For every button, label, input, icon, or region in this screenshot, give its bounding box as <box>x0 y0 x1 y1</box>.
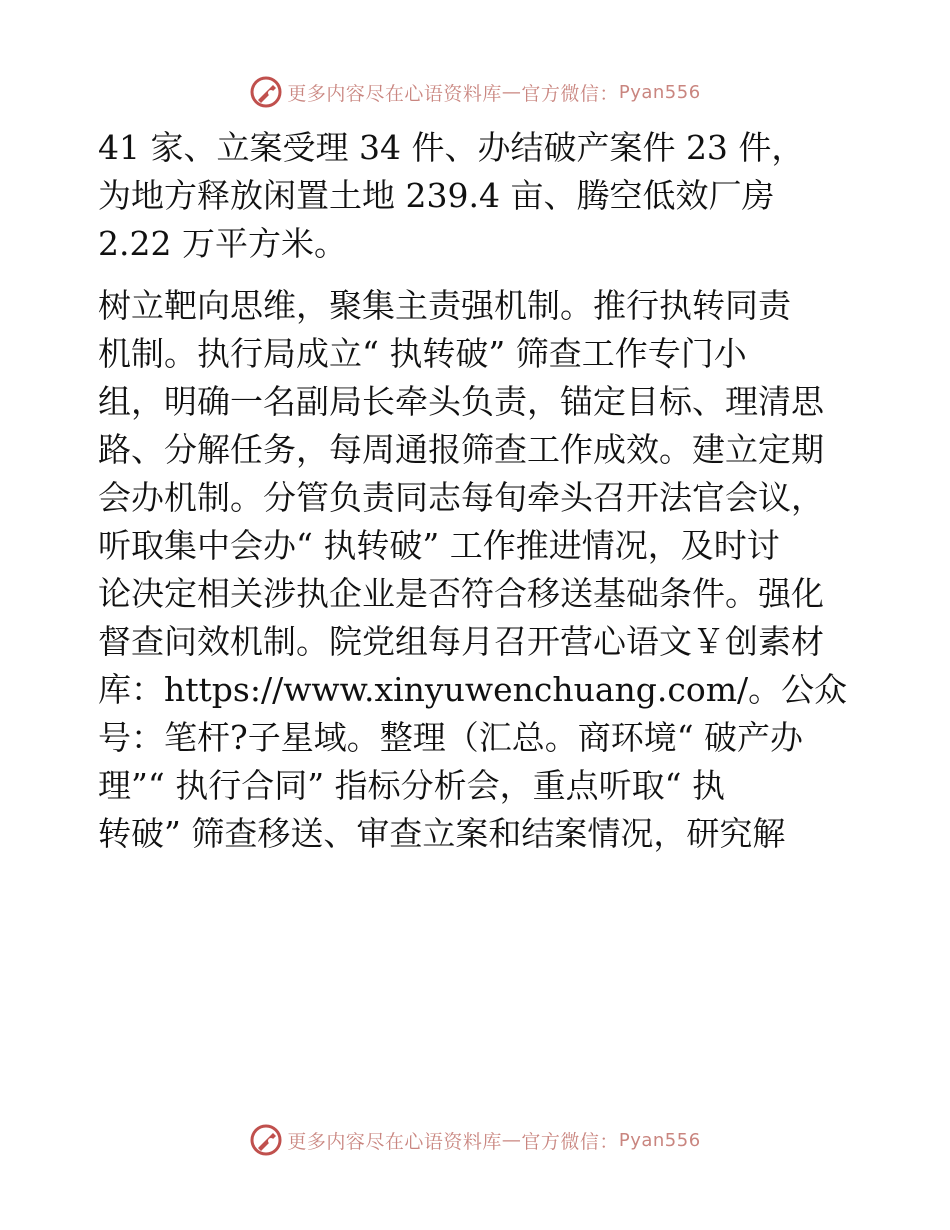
header-wechat-label: 官方微信： <box>521 82 619 105</box>
paragraph-2 <box>98 282 858 858</box>
text-line: 会办机制。分管负责同志每旬牵头召开法官会议， <box>98 478 824 517</box>
document-body <box>98 124 858 858</box>
footer-separator: — <box>501 1129 522 1151</box>
text-line: 库：https://www.xinyuwenchuang.com/。公众 <box>98 670 848 709</box>
text-line: 树立靶向思维，聚集主责强机制。推行执转同责 <box>98 286 791 325</box>
header-wechat-id: Pyan556 <box>618 81 701 103</box>
paragraph-1 <box>98 124 858 268</box>
text-line: 理”“ 执行合同” 指标分析会，重点听取“ 执 <box>98 766 725 805</box>
footer-banner <box>0 1120 950 1160</box>
text-line: 组，明确一名副局长牵头负责，锚定目标、理清思 <box>98 382 824 421</box>
header-banner <box>0 72 950 112</box>
text-line: 转破” 筛查移送、审查立案和结案情况，研究解 <box>98 814 786 853</box>
header-separator: — <box>501 81 522 103</box>
text-line: 机制。执行局成立“ 执转破” 筛查工作专门小 <box>98 334 747 373</box>
text-line: 路、分解任务，每周通报筛查工作成效。建立定期 <box>98 430 824 469</box>
footer-banner-text: 更多内容尽在心语资料库 <box>287 1130 502 1153</box>
text-line: 2.22 万平方米。 <box>98 224 347 263</box>
footer-wechat-id: Pyan556 <box>618 1129 701 1151</box>
pen-logo-icon <box>249 1123 283 1157</box>
text-line: 督查问效机制。院党组每月召开营心语文￥创素材 <box>98 622 824 661</box>
text-line: 听取集中会办“ 执转破” 工作推进情况，及时讨 <box>98 526 780 565</box>
pen-logo-icon <box>249 75 283 109</box>
text-line: 号：笔杆?子星域。整理（汇总。商环境“ 破产办 <box>98 718 804 757</box>
text-line: 41 家、立案受理 34 件、办结破产案件 23 件， <box>98 128 805 167</box>
text-line: 为地方释放闲置土地 239.4 亩、腾空低效厂房 <box>98 176 775 215</box>
header-banner-text: 更多内容尽在心语资料库 <box>287 82 502 105</box>
footer-wechat-label: 官方微信： <box>521 1130 619 1153</box>
text-line: 论决定相关涉执企业是否符合移送基础条件。强化 <box>98 574 824 613</box>
